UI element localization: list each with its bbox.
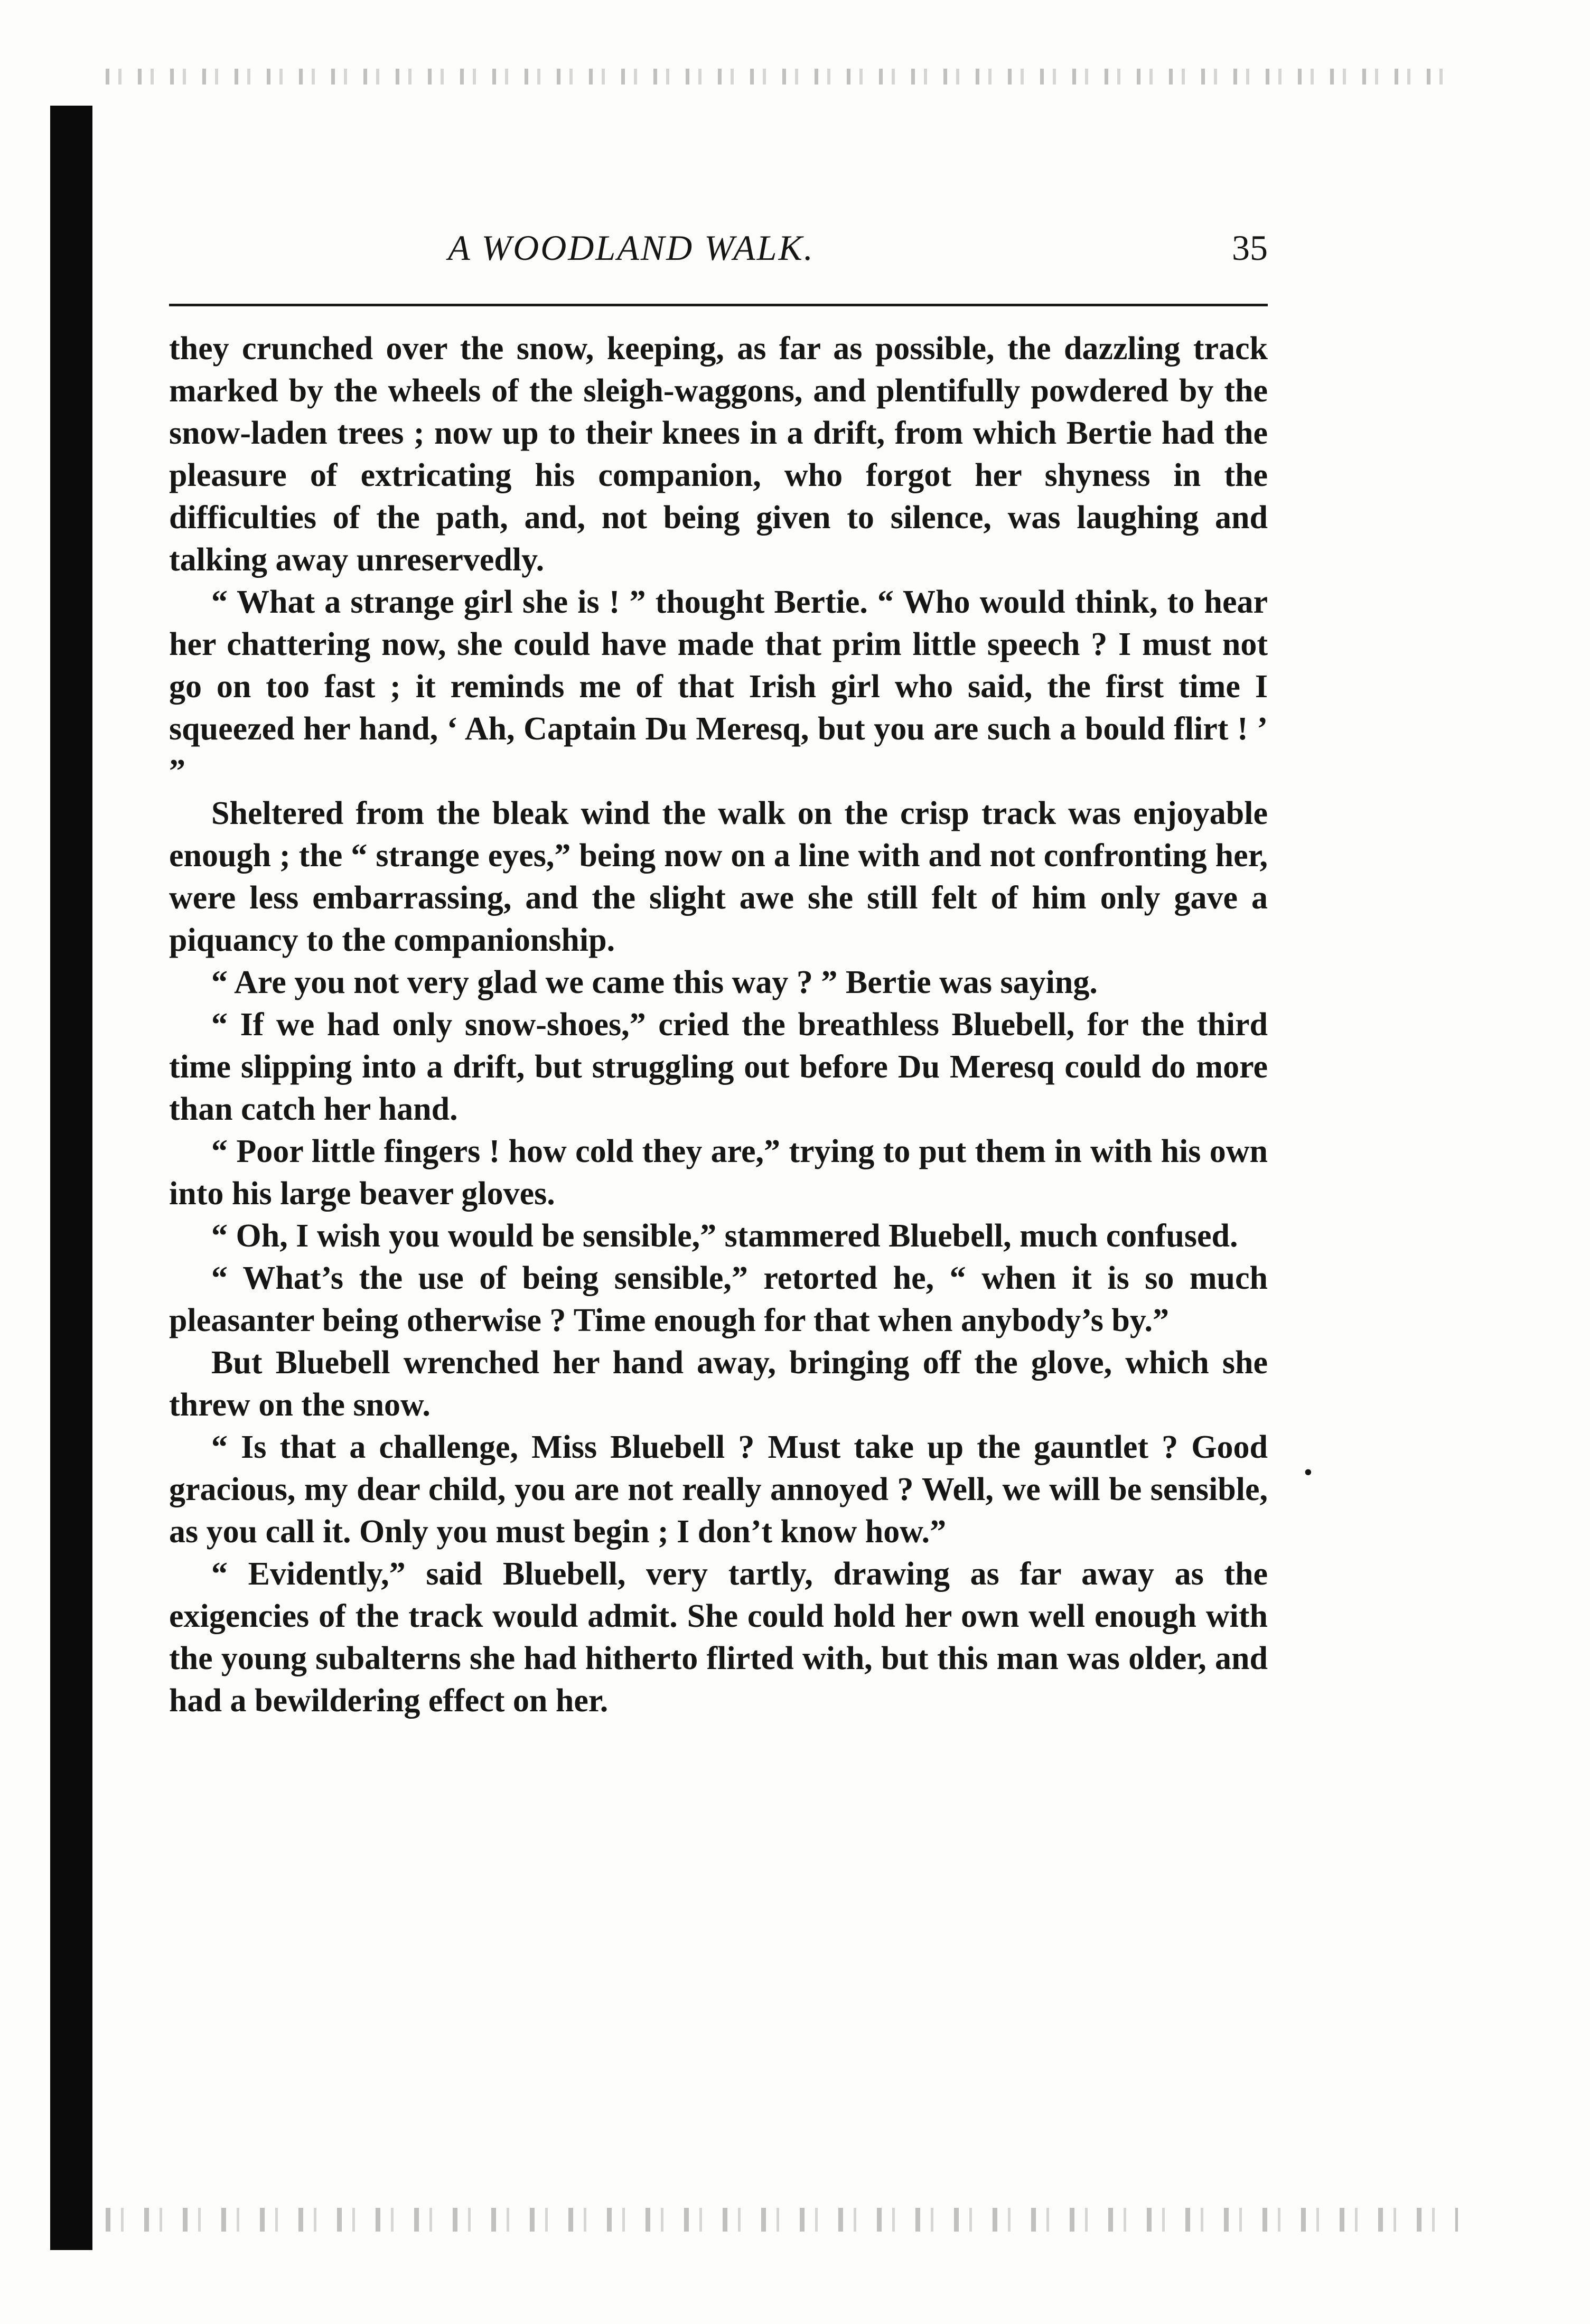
paragraph: “ Is that a challenge, Miss Bluebell ? Must take up the gauntlet ? Good gracious, my dear child, you are not really annoyed ? Well, we will be sensible, as you call it. Only you must begin ; I don’t know how.” [169,1429,1268,1550]
paragraph: “ If we had only snow-shoes,” cried the breathless Bluebell, for the third time slipping into a drift, but struggling out before Du Meresq could do more than catch her hand. [169,1007,1268,1127]
paragraph: they crunched over the snow, keeping, as far as possible, the dazzling track marked by the wheels of the sleigh-waggons, and plentifully powdered by the snow-laden trees ; now up to their knees in a drift, from which Bertie had the pleasure of extricating his companion, who forgot her shyness in the difficulties of the path, and, not being given to silence, was laughing and talking away unreservedly. [169,331,1268,578]
paragraph: “ What’s the use of being sensible,” retorted he, “ when it is so much pleasanter being otherwise ? Time enough for that when anybody’s by.” [169,1260,1268,1338]
paragraph: Sheltered from the bleak wind the walk on the crisp track was enjoyable enough ; the “ strange eyes,” being now on a line with and not confronting her, were less embarrassing, and the slight awe she still felt of him only gave a piquancy to the companionship. [169,795,1268,958]
paragraph: “ Evidently,” said Bluebell, very tartly, drawing as far away as the exigencies of the track would admit. She could hold her own well enough with the young subalterns she had hitherto flirted with, but this man was older, and had a bewildering effect on her. [169,1556,1268,1719]
paragraph: “ Oh, I wish you would be sensible,” stammered Bluebell, much confused. [211,1218,1238,1254]
scan-noise-bottom [106,2208,1458,2232]
paragraph: “ Are you not very glad we came this way ? ” Bertie was saying. [211,964,1098,1000]
scan-noise-top [106,69,1458,85]
page-number: 35 [1232,228,1268,268]
body-text [169,327,1268,1722]
header-rule [169,304,1268,306]
margin-dot: • [1304,1458,1313,1486]
paragraph: “ Poor little fingers ! how cold they are,” trying to put them in with his own into his large beaver gloves. [169,1133,1268,1212]
paragraph: But Bluebell wrenched her hand away, bringing off the glove, which she threw on the snow. [169,1345,1268,1423]
paragraph: “ What a strange girl she is ! ” thought Bertie. “ Who would think, to hear her chattering now, she could have made that prim little speech ? I must not go on too fast ; it reminds me of that Irish girl who said, the first time I squeezed her hand, ‘ Ah, Captain Du Meresq, but you are such a bould flirt ! ’ ” [169,584,1268,789]
running-head: A WOODLAND WALK. [448,228,815,268]
page-header [169,227,1268,285]
binding-shadow [50,106,92,2250]
